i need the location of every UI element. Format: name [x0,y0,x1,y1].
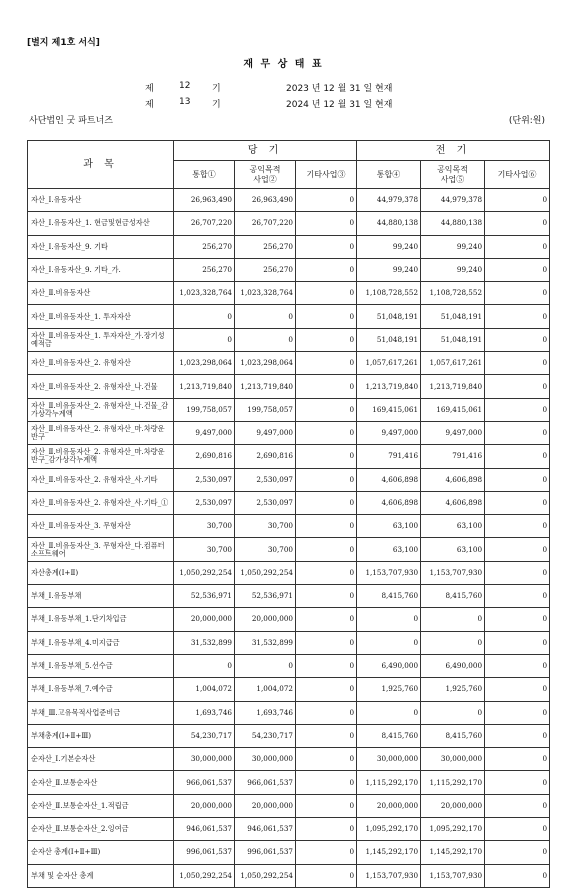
amount-cell: 20,000,000 [174,794,235,817]
amount-cell: 1,925,760 [421,678,485,701]
organization-name: 사단법인 굿 파트너즈 [29,116,113,126]
amount-cell: 2,530,097 [174,468,235,491]
row-label: 순자산_Ⅱ.보통순자산 [28,771,174,794]
row-label: 자산_Ⅱ.비유동자산_1. 투자자산_가.장기성예적금 [28,328,174,351]
amount-cell: 0 [421,608,485,631]
amount-cell: 0 [485,654,550,677]
row-label: 부채_Ⅰ.유동부채_7.예수금 [28,678,174,701]
row-label: 부채 및 순자산 총계 [28,864,174,887]
amount-cell: 1,095,292,170 [357,818,421,841]
amount-cell: 26,707,220 [174,212,235,235]
amount-cell: 0 [296,561,357,584]
amount-cell: 0 [296,468,357,491]
prior-period-header: 전 기 [357,141,550,161]
period-number: 12 [179,81,191,91]
amount-cell: 6,490,000 [421,654,485,677]
amount-cell: 4,606,898 [357,491,421,514]
amount-cell: 2,530,097 [174,491,235,514]
column-header [421,161,485,189]
column-header-label: 통합 [376,169,393,179]
amount-cell: 0 [235,328,296,351]
amount-cell: 52,536,971 [235,585,296,608]
column-header [485,161,550,189]
table-row [28,748,550,771]
amount-cell: 1,004,072 [235,678,296,701]
amount-cell: 8,415,760 [421,724,485,747]
amount-cell: 1,108,728,552 [421,282,485,305]
amount-cell: 30,700 [174,515,235,538]
amount-cell: 0 [296,305,357,328]
amount-cell: 63,100 [421,515,485,538]
table-row [28,212,550,235]
amount-cell: 2,530,097 [235,491,296,514]
amount-cell: 26,963,490 [235,189,296,212]
amount-cell: 0 [485,538,550,561]
amount-cell: 20,000,000 [357,794,421,817]
table-row [28,794,550,817]
row-label: 자산_Ⅱ.비유동자산_2. 유형자산_마.차량운반구_감가상각누계액 [28,445,174,468]
unit-label: (단위:원) [508,116,545,126]
column-header [357,161,421,189]
amount-cell: 1,153,707,930 [357,864,421,887]
column-header-mark: ⑥ [528,169,537,179]
row-label: 자산_Ⅱ.비유동자산 [28,282,174,305]
amount-cell: 0 [485,864,550,887]
amount-cell: 44,880,138 [357,212,421,235]
table-row [28,841,550,864]
amount-cell: 99,240 [357,235,421,258]
amount-cell: 0 [296,352,357,375]
row-label: 자산_Ⅰ.유동자산_9. 기타 [28,235,174,258]
amount-cell: 996,061,537 [235,841,296,864]
amount-cell: 1,115,292,170 [357,771,421,794]
column-header-mark: ① [207,169,216,179]
amount-cell: 30,000,000 [174,748,235,771]
amount-cell: 30,000,000 [421,748,485,771]
amount-cell: 0 [296,631,357,654]
table-row [28,468,550,491]
amount-cell: 1,145,292,170 [357,841,421,864]
amount-cell: 30,700 [174,538,235,561]
amount-cell: 99,240 [421,235,485,258]
amount-cell: 63,100 [421,538,485,561]
amount-cell: 0 [485,515,550,538]
amount-cell: 0 [485,212,550,235]
row-label: 순자산_Ⅱ.보통순자산_1.적립금 [28,794,174,817]
amount-cell: 0 [357,701,421,724]
amount-cell: 1,213,719,840 [357,375,421,398]
amount-cell: 9,497,000 [174,421,235,444]
amount-cell: 1,693,746 [235,701,296,724]
amount-cell: 0 [296,771,357,794]
amount-cell: 0 [485,771,550,794]
amount-cell: 966,061,537 [174,771,235,794]
amount-cell: 1,050,292,254 [235,864,296,887]
amount-cell: 1,004,072 [174,678,235,701]
amount-cell: 8,415,760 [421,585,485,608]
column-header-label: 기타사업 [306,169,338,179]
row-label: 자산총계(Ⅰ+Ⅱ) [28,561,174,584]
column-header-label: 기타사업 [497,169,529,179]
amount-cell: 0 [485,491,550,514]
amount-cell: 0 [421,701,485,724]
amount-cell: 0 [421,631,485,654]
amount-cell: 99,240 [357,258,421,281]
amount-cell: 0 [485,818,550,841]
column-header-label: 공익목적 [437,164,468,174]
amount-cell: 2,530,097 [235,468,296,491]
table-row [28,398,550,421]
amount-cell: 1,095,292,170 [421,818,485,841]
amount-cell: 791,416 [421,445,485,468]
table-row [28,258,550,281]
amount-cell: 0 [296,748,357,771]
amount-cell: 169,415,061 [357,398,421,421]
amount-cell: 946,061,537 [174,818,235,841]
row-label: 부채_Ⅰ.유동부채_5.선수금 [28,654,174,677]
amount-cell: 52,536,971 [174,585,235,608]
amount-cell: 54,230,717 [174,724,235,747]
column-header-label: 사업 [440,174,457,184]
period-line-current [0,81,567,93]
amount-cell: 31,532,899 [235,631,296,654]
amount-cell: 0 [296,491,357,514]
column-header-mark: ④ [392,169,401,179]
amount-cell: 44,880,138 [421,212,485,235]
amount-cell: 1,023,298,064 [235,352,296,375]
column-header [235,161,296,189]
period-gi: 기 [212,100,221,110]
amount-cell: 0 [485,189,550,212]
amount-cell: 256,270 [235,235,296,258]
amount-cell: 0 [296,818,357,841]
amount-cell: 44,979,378 [421,189,485,212]
amount-cell: 8,415,760 [357,724,421,747]
period-number: 13 [179,97,191,107]
amount-cell: 0 [296,794,357,817]
amount-cell: 0 [485,841,550,864]
amount-cell: 9,497,000 [421,421,485,444]
amount-cell: 0 [485,608,550,631]
amount-cell: 30,000,000 [235,748,296,771]
amount-cell: 0 [174,328,235,351]
table-row [28,585,550,608]
amount-cell: 51,048,191 [357,328,421,351]
amount-cell: 1,213,719,840 [235,375,296,398]
table-row [28,375,550,398]
amount-cell: 20,000,000 [174,608,235,631]
amount-cell: 0 [485,585,550,608]
period-date: 2023 년 12 월 31 일 현재 [286,84,393,94]
amount-cell: 0 [485,352,550,375]
amount-cell: 0 [485,561,550,584]
amount-cell: 63,100 [357,515,421,538]
table-row [28,701,550,724]
row-label: 자산_Ⅱ.비유동자산_1. 투자자산 [28,305,174,328]
current-period-header: 당 기 [174,141,357,161]
column-header [174,161,235,189]
amount-cell: 2,690,816 [235,445,296,468]
amount-cell: 1,925,760 [357,678,421,701]
table-row [28,631,550,654]
amount-cell: 946,061,537 [235,818,296,841]
row-label: 순자산 총계(Ⅰ+Ⅱ+Ⅲ) [28,841,174,864]
amount-cell: 0 [485,468,550,491]
amount-cell: 0 [296,328,357,351]
amount-cell: 1,108,728,552 [357,282,421,305]
table-row [28,654,550,677]
amount-cell: 791,416 [357,445,421,468]
amount-cell: 1,023,298,064 [174,352,235,375]
amount-cell: 1,050,292,254 [174,864,235,887]
amount-cell: 54,230,717 [235,724,296,747]
amount-cell: 0 [296,608,357,631]
amount-cell: 0 [485,305,550,328]
amount-cell: 0 [485,375,550,398]
amount-cell: 0 [296,724,357,747]
amount-cell: 199,758,057 [235,398,296,421]
amount-cell: 31,532,899 [174,631,235,654]
amount-cell: 0 [485,724,550,747]
amount-cell: 0 [296,235,357,258]
amount-cell: 0 [485,328,550,351]
amount-cell: 0 [296,678,357,701]
amount-cell: 0 [296,515,357,538]
amount-cell: 0 [296,398,357,421]
row-label: 자산_Ⅱ.비유동자산_3. 무형자산_다.컴퓨터소프트웨어 [28,538,174,561]
amount-cell: 256,270 [235,258,296,281]
amount-cell: 0 [296,212,357,235]
form-label: [별지 제1호 서식] [27,38,100,48]
amount-cell: 0 [296,538,357,561]
amount-cell: 1,023,328,764 [174,282,235,305]
amount-cell: 0 [485,794,550,817]
column-header-label: 통합 [192,169,208,179]
column-header-mark: ③ [337,169,346,179]
amount-cell: 4,606,898 [421,491,485,514]
amount-cell: 6,490,000 [357,654,421,677]
amount-cell: 51,048,191 [357,305,421,328]
table-row [28,235,550,258]
amount-cell: 0 [296,654,357,677]
amount-cell: 0 [485,282,550,305]
row-label: 자산_Ⅱ.비유동자산_2. 유형자산_마.차량운반구 [28,421,174,444]
amount-cell: 20,000,000 [421,794,485,817]
amount-cell: 1,693,746 [174,701,235,724]
amount-cell: 1,057,617,261 [357,352,421,375]
amount-cell: 1,115,292,170 [421,771,485,794]
amount-cell: 1,145,292,170 [421,841,485,864]
amount-cell: 1,050,292,254 [235,561,296,584]
table-row [28,282,550,305]
table-row [28,328,550,351]
amount-cell: 0 [296,421,357,444]
amount-cell: 0 [296,189,357,212]
balance-sheet-table [27,140,550,888]
amount-cell: 0 [235,305,296,328]
amount-cell: 0 [485,678,550,701]
amount-cell: 30,700 [235,538,296,561]
row-label: 부채_Ⅰ.유동부채 [28,585,174,608]
table-row [28,771,550,794]
amount-cell: 199,758,057 [174,398,235,421]
amount-cell: 0 [296,282,357,305]
amount-cell: 1,153,707,930 [357,561,421,584]
period-ordinal: 제 [145,100,154,110]
period-line-next [0,97,567,109]
row-label: 부채총계(Ⅰ+Ⅱ+Ⅲ) [28,724,174,747]
amount-cell: 1,153,707,930 [421,561,485,584]
amount-cell: 0 [296,445,357,468]
amount-cell: 1,213,719,840 [421,375,485,398]
row-label: 부채_Ⅰ.유동부채_4.미지급금 [28,631,174,654]
amount-cell: 0 [235,654,296,677]
amount-cell: 26,707,220 [235,212,296,235]
amount-cell: 256,270 [174,235,235,258]
row-label: 자산_Ⅱ.비유동자산_2. 유형자산_사.기타 [28,468,174,491]
amount-cell: 30,000,000 [357,748,421,771]
amount-cell: 0 [174,654,235,677]
row-label: 자산_Ⅱ.비유동자산_3. 무형자산 [28,515,174,538]
row-label: 자산_Ⅱ.비유동자산_2. 유형자산 [28,352,174,375]
row-label: 순자산_Ⅱ.보통순자산_2.잉여금 [28,818,174,841]
table-row [28,305,550,328]
amount-cell: 1,050,292,254 [174,561,235,584]
amount-cell: 169,415,061 [421,398,485,421]
column-header-mark: ② [268,174,277,184]
amount-cell: 20,000,000 [235,608,296,631]
amount-cell: 0 [357,608,421,631]
amount-cell: 996,061,537 [174,841,235,864]
column-header-mark: ⑤ [456,174,465,184]
amount-cell: 20,000,000 [235,794,296,817]
table-row [28,608,550,631]
amount-cell: 0 [357,631,421,654]
amount-cell: 0 [296,258,357,281]
period-ordinal: 제 [145,84,154,94]
amount-cell: 51,048,191 [421,328,485,351]
amount-cell: 0 [296,585,357,608]
table-row [28,421,550,444]
amount-cell: 0 [296,841,357,864]
row-label: 자산_Ⅰ.유동자산 [28,189,174,212]
amount-cell: 26,963,490 [174,189,235,212]
column-header-label: 공익목적 [249,164,281,174]
row-label: 자산_Ⅱ.비유동자산_2. 유형자산_나.건물 [28,375,174,398]
amount-cell: 0 [296,701,357,724]
amount-cell: 1,057,617,261 [421,352,485,375]
amount-cell: 966,061,537 [235,771,296,794]
amount-cell: 0 [485,445,550,468]
amount-cell: 0 [485,701,550,724]
amount-cell: 2,690,816 [174,445,235,468]
amount-cell: 51,048,191 [421,305,485,328]
period-date: 2024 년 12 월 31 일 현재 [286,100,393,110]
document-title: 재 무 상 태 표 [243,59,324,70]
item-header: 과 목 [28,141,174,189]
row-label: 자산_Ⅱ.비유동자산_2. 유형자산_나.건물_감가상각누계액 [28,398,174,421]
table-row [28,538,550,561]
amount-cell: 0 [174,305,235,328]
amount-cell: 9,497,000 [235,421,296,444]
amount-cell: 4,606,898 [357,468,421,491]
table-row [28,561,550,584]
amount-cell: 30,700 [235,515,296,538]
amount-cell: 99,240 [421,258,485,281]
column-header [296,161,357,189]
table-row [28,445,550,468]
row-label: 부채_Ⅲ.고유목적사업준비금 [28,701,174,724]
table-row [28,864,550,887]
amount-cell: 63,100 [357,538,421,561]
amount-cell: 9,497,000 [357,421,421,444]
table-row [28,678,550,701]
table-row [28,491,550,514]
amount-cell: 0 [485,258,550,281]
period-gi: 기 [212,84,221,94]
table-row [28,189,550,212]
table-row [28,818,550,841]
amount-cell: 8,415,760 [357,585,421,608]
table-row [28,352,550,375]
row-label: 부채_Ⅰ.유동부채_1.단기차입금 [28,608,174,631]
amount-cell: 0 [485,235,550,258]
row-label: 자산_Ⅰ.유동자산_1. 현금및현금성자산 [28,212,174,235]
amount-cell: 44,979,378 [357,189,421,212]
column-header-label: 사업 [253,174,269,184]
table-row [28,724,550,747]
amount-cell: 1,023,328,764 [235,282,296,305]
table-row [28,515,550,538]
amount-cell: 0 [296,864,357,887]
amount-cell: 4,606,898 [421,468,485,491]
amount-cell: 256,270 [174,258,235,281]
row-label: 자산_Ⅱ.비유동자산_2. 유형자산_사.기타_① [28,491,174,514]
row-label: 순자산_Ⅰ.기본순자산 [28,748,174,771]
amount-cell: 1,213,719,840 [174,375,235,398]
amount-cell: 0 [485,398,550,421]
amount-cell: 1,153,707,930 [421,864,485,887]
amount-cell: 0 [485,748,550,771]
row-label: 자산_Ⅰ.유동자산_9. 기타_가. [28,258,174,281]
amount-cell: 0 [485,631,550,654]
amount-cell: 0 [485,421,550,444]
amount-cell: 0 [296,375,357,398]
